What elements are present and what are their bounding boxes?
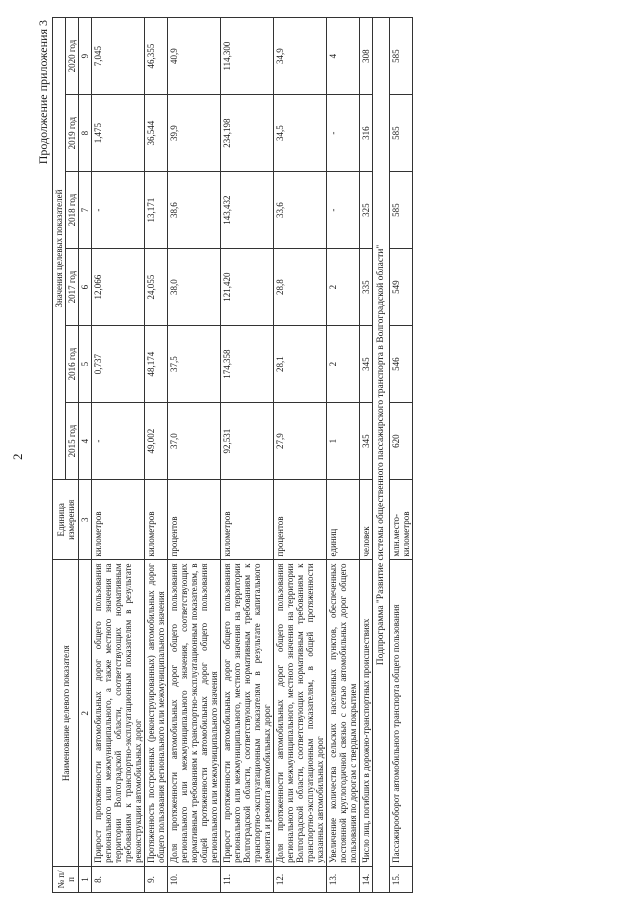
- value-cell: 308: [360, 18, 373, 95]
- value-cell: -: [327, 95, 360, 172]
- table-row: [168, 18, 221, 893]
- column-index: 1: [79, 866, 92, 892]
- value-cell: -: [327, 172, 360, 249]
- value-cell: 325: [360, 172, 373, 249]
- row-number: 12.: [274, 866, 327, 892]
- value-cell: 38,6: [168, 172, 221, 249]
- column-index: 5: [79, 326, 92, 403]
- value-cell: 2: [327, 249, 360, 326]
- indicator-name: Увеличение количества сельских населенных пунктов, обеспеченных постоянной круглогодичной связью с сетью автомобильных дорог общего пользования по дорогам с твердым покрытием: [327, 560, 360, 866]
- row-number: 15.: [390, 866, 413, 892]
- value-cell: 46,355: [145, 18, 168, 95]
- value-cell: 345: [360, 326, 373, 403]
- value-cell: 13,171: [145, 172, 168, 249]
- unit-cell: млн.место-километров: [390, 480, 413, 560]
- header-year: 2019 год: [66, 95, 79, 172]
- value-cell: -: [92, 403, 145, 480]
- value-cell: 28,1: [274, 326, 327, 403]
- unit-cell: человек: [360, 480, 373, 560]
- value-cell: 36,544: [145, 95, 168, 172]
- column-index: 9: [79, 18, 92, 95]
- header-values-group: Значения целевых показателей: [53, 18, 66, 480]
- value-cell: 143,432: [221, 172, 274, 249]
- table-row: [274, 18, 327, 893]
- continuation-caption: Продолжение приложения 3: [36, 20, 50, 165]
- value-cell: 49,002: [145, 403, 168, 480]
- column-index: 8: [79, 95, 92, 172]
- value-cell: 4: [327, 18, 360, 95]
- header-year: 2020 год: [66, 18, 79, 95]
- header-year: 2018 год: [66, 172, 79, 249]
- page-number: 2: [10, 453, 25, 460]
- value-cell: 585: [390, 95, 413, 172]
- value-cell: -: [92, 172, 145, 249]
- indicator-table-container: [52, 17, 572, 893]
- indicator-name: Доля протяженности автомобильных дорог общего пользования регионального или межмуниципального, местного значения на территории Волгоградской области, соответствующих нормативным требованиям к транспортно-эксплуатационным показателям, в общей протяженности указанных автомобильных дорог: [274, 560, 327, 866]
- table-row: [327, 18, 360, 893]
- value-cell: 620: [390, 403, 413, 480]
- value-cell: 12,066: [92, 249, 145, 326]
- column-index: 2: [79, 560, 92, 866]
- value-cell: 37,5: [168, 326, 221, 403]
- indicator-name: Прирост протяженности автомобильных дорог общего пользования регионального или межмуниципального, местного значения на территории Волгоградской области, соответствующих нормативным требованиям к транспортно-эксплуатационным показателям в результате капитального ремонта и ремонта автомобильных дорог: [221, 560, 274, 866]
- value-cell: 585: [390, 18, 413, 95]
- value-cell: 585: [390, 172, 413, 249]
- value-cell: 24,055: [145, 249, 168, 326]
- row-number: 11.: [221, 866, 274, 892]
- value-cell: 34,9: [274, 18, 327, 95]
- unit-cell: процентов: [274, 480, 327, 560]
- indicator-name: Пассажирооборот автомобильного транспорта общего пользования: [390, 560, 413, 866]
- header-year: 2016 год: [66, 326, 79, 403]
- column-index: 6: [79, 249, 92, 326]
- value-cell: 7,045: [92, 18, 145, 95]
- header-name: Наименование целевого показателя: [53, 560, 79, 866]
- table-row: [221, 18, 274, 893]
- indicator-name: Протяженность построенных (реконструированных) автомобильных дорог общего пользования регионального или межмуниципального значения: [145, 560, 168, 866]
- table-row: [145, 18, 168, 893]
- value-cell: 335: [360, 249, 373, 326]
- header-unit: Единица измерения: [53, 480, 79, 560]
- value-cell: 2: [327, 326, 360, 403]
- unit-cell: единиц: [327, 480, 360, 560]
- unit-cell: процентов: [168, 480, 221, 560]
- value-cell: 92,531: [221, 403, 274, 480]
- value-cell: 34,5: [274, 95, 327, 172]
- value-cell: 114,300: [221, 18, 274, 95]
- value-cell: 1,475: [92, 95, 145, 172]
- unit-cell: километров: [145, 480, 168, 560]
- value-cell: 316: [360, 95, 373, 172]
- indicator-name: Прирост протяженности автомобильных дорог общего пользования регионального или межмуниципального, а также местного значения на территории Волгоградской области, соответствующих нормативным требованиям к транспортно-эксплуатационным показателям в результате реконструкции автомобильных дорог: [92, 560, 145, 866]
- value-cell: 39,9: [168, 95, 221, 172]
- value-cell: 345: [360, 403, 373, 480]
- value-cell: 38,0: [168, 249, 221, 326]
- row-number: 8.: [92, 866, 145, 892]
- column-index: 7: [79, 172, 92, 249]
- column-index: 3: [79, 480, 92, 560]
- unit-cell: километров: [221, 480, 274, 560]
- value-cell: 37,0: [168, 403, 221, 480]
- value-cell: 546: [390, 326, 413, 403]
- value-cell: 121,420: [221, 249, 274, 326]
- value-cell: 549: [390, 249, 413, 326]
- indicator-rows: [92, 18, 373, 893]
- value-cell: 40,9: [168, 18, 221, 95]
- table-row: [360, 18, 373, 893]
- value-cell: 28,8: [274, 249, 327, 326]
- unit-cell: километров: [92, 480, 145, 560]
- subprogram-title: Подпрограмма "Развитие системы общественного пассажирского транспорта в Волгоградской области": [373, 18, 390, 893]
- value-cell: 234,198: [221, 95, 274, 172]
- subprogram-section: [373, 18, 413, 893]
- value-cell: 174,358: [221, 326, 274, 403]
- value-cell: 0,737: [92, 326, 145, 403]
- column-index: 4: [79, 403, 92, 480]
- indicator-name: Доля протяженности автомобильных дорог общего пользования регионального или межмуниципального значения, соответствующих нормативным требованиям к транспортно-эксплуатационным показателям, в общей протяженности автомобильных дорог общего пользования регионального или межмуниципального значения: [168, 560, 221, 866]
- row-number: 10.: [168, 866, 221, 892]
- row-number: 14.: [360, 866, 373, 892]
- indicator-table: [52, 17, 413, 893]
- value-cell: 1: [327, 403, 360, 480]
- header-no: № п/п: [53, 866, 79, 892]
- row-number: 9.: [145, 866, 168, 892]
- row-number: 13.: [327, 866, 360, 892]
- indicator-name: Число лиц, погибших в дорожно-транспортных происшествиях: [360, 560, 373, 866]
- table-row: [92, 18, 145, 893]
- value-cell: 48,174: [145, 326, 168, 403]
- header-year: 2015 год: [66, 403, 79, 480]
- header-year: 2017 год: [66, 249, 79, 326]
- value-cell: 27,9: [274, 403, 327, 480]
- value-cell: 33,6: [274, 172, 327, 249]
